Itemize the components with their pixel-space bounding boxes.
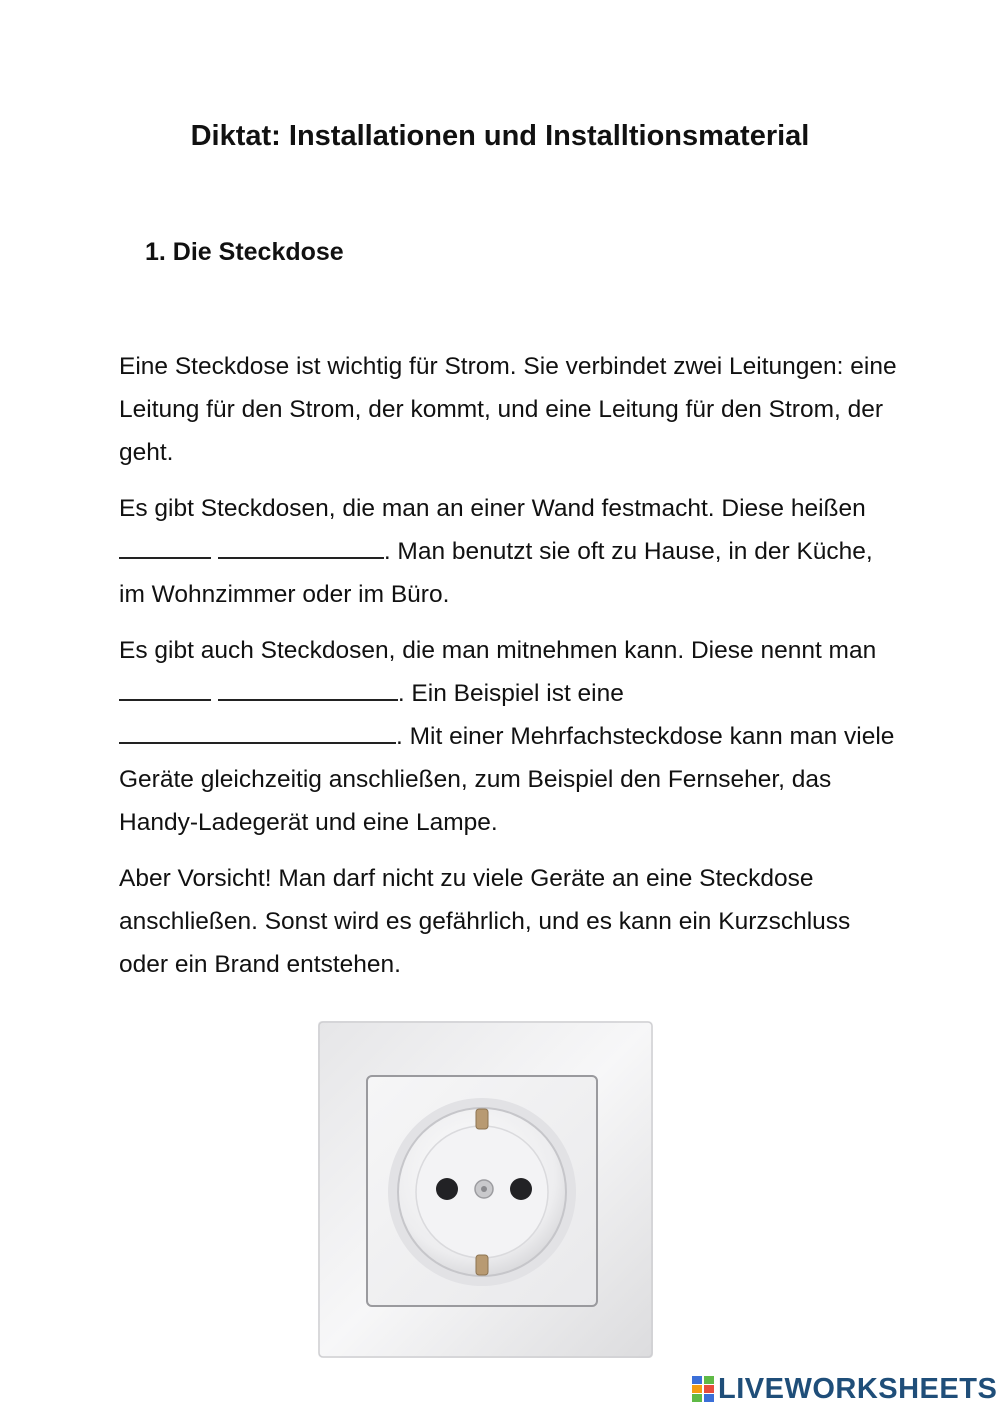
- blank-field-4[interactable]: [218, 673, 398, 701]
- blank-field-3[interactable]: [119, 673, 211, 701]
- liveworksheets-brand: [692, 1372, 997, 1406]
- paragraph-3-text-before: Es gibt auch Steckdosen, die man mitnehmen kann. Diese nennt man: [119, 637, 877, 664]
- paragraph-2: [119, 487, 899, 616]
- paragraph-1: Eine Steckdose ist wichtig für Strom. Sie verbindet zwei Leitungen: eine Leitung für den Strom, der kommt, und eine Leitung für den Strom, der geht.: [119, 353, 897, 466]
- paragraph-2-text-before: Es gibt Steckdosen, die man an einer Wand festmacht. Diese heißen: [119, 495, 866, 522]
- socket-photo: [318, 1021, 653, 1358]
- liveworksheets-logo-icon: [692, 1376, 714, 1402]
- paragraph-2-text-after: . Man benutzt sie oft zu Hause, in der Küche, im Wohnzimmer oder im Büro.: [119, 538, 873, 608]
- paragraph-3: [119, 629, 899, 844]
- dictation-text: [119, 345, 899, 999]
- paragraph-3-text-middle: . Ein Beispiel ist eine: [397, 680, 624, 707]
- brand-name: LIVEWORKSHEETS: [718, 1372, 998, 1405]
- paragraph-3-text-after: . Mit einer Mehrfachsteckdose kann man viele Geräte gleichzeitig anschließen, zum Beispiel den Fernseher, das Handy-Ladegerät und eine Lampe.: [119, 723, 895, 836]
- page-title: Diktat: Installationen und Installtionsmaterial: [190, 120, 810, 152]
- blank-field-5[interactable]: [119, 716, 396, 744]
- blank-field-2[interactable]: [218, 531, 384, 559]
- section-heading: 1. Die Steckdose: [145, 238, 344, 266]
- blank-field-1[interactable]: [119, 531, 211, 559]
- paragraph-4: Aber Vorsicht! Man darf nicht zu viele Geräte an eine Steckdose anschließen. Sonst wird es gefährlich, und es kann ein Kurzschluss oder ein Brand entstehen.: [119, 865, 851, 978]
